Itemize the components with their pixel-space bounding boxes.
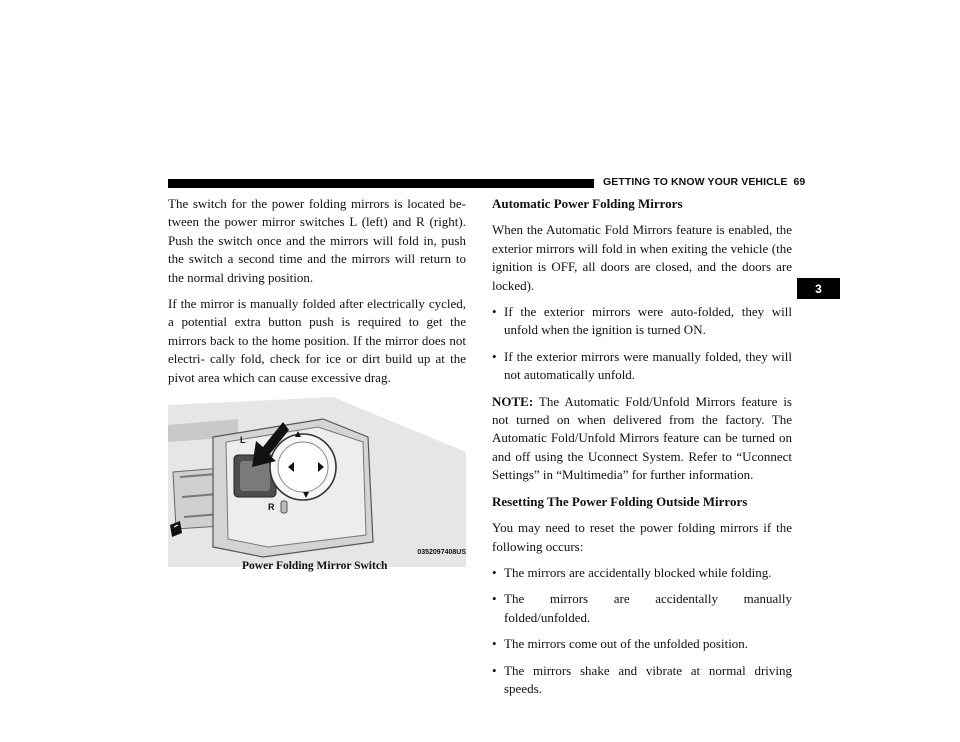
note-paragraph [492,393,792,485]
bullet-list [492,564,792,698]
note-label: NOTE: [492,393,534,409]
section-heading: Resetting The Power Folding Outside Mirrors [492,493,748,509]
bullet-list [492,303,792,385]
header-bar [168,179,594,188]
page-number: 69 [793,176,806,188]
paragraph: When the Automatic Fold Mirrors feature is enabled, the exterior mirrors will fold in when exiting the vehicle (the ignition is OFF, all doors are closed, and the doors are locked). [492,222,792,293]
list-item: • The mirrors are accidentally manually folded/unfolded. [492,590,792,627]
list-item: • The mirrors are accidentally blocked while folding. [492,564,792,582]
switch-label-r: R [268,502,275,513]
header-title: GETTING TO KNOW YOUR VEHICLE [603,176,788,188]
figure-code: 0352097408US [417,549,466,557]
switch-label-l: L [240,435,246,446]
paragraph: If the mirror is manually folded after electrically cycled, a potential extra button push is required to get the mirrors back to the home position. If the mirror does not electri- cally fold, check for ice or dirt build up at the pivot area which can cause excessive drag. [168,296,466,385]
list-item: • If the exterior mirrors were manually folded, they will not automatically unfold. [492,348,792,385]
mirror-switch-illustration [168,397,466,567]
list-item: • The mirrors come out of the unfolded position. [492,635,792,653]
list-item: • The mirrors shake and vibrate at normal driving speeds. [492,662,792,699]
paragraph: The switch for the power folding mirrors is located be- tween the power mirror switches L (left) and R (right). Push the switch once and the mirrors will fold in, push the switch a second time and the mirrors will return to the normal driving position. [168,196,466,285]
left-column [168,195,466,573]
right-column [492,195,792,706]
figure-caption: Power Folding Mirror Switch [242,560,388,573]
paragraph: You may need to reset the power folding mirrors if the following occurs: [492,520,792,554]
list-item: • If the exterior mirrors were auto-folded, they will unfold when the ignition is turned ON. [492,303,792,340]
running-header [603,176,805,188]
note-text: The Automatic Fold/Unfold Mirrors feature is not turned on when delivered from the factory. The Automatic Fold/Unfold Mirrors feature can be turned on and off using the Uconnect System. Refer to “Uconnect Settings” in “Multimedia” for further information. [492,393,792,483]
mirror-switch-figure [168,397,466,573]
chapter-tab: 3 [797,278,840,299]
section-heading: Automatic Power Folding Mirrors [492,196,683,211]
